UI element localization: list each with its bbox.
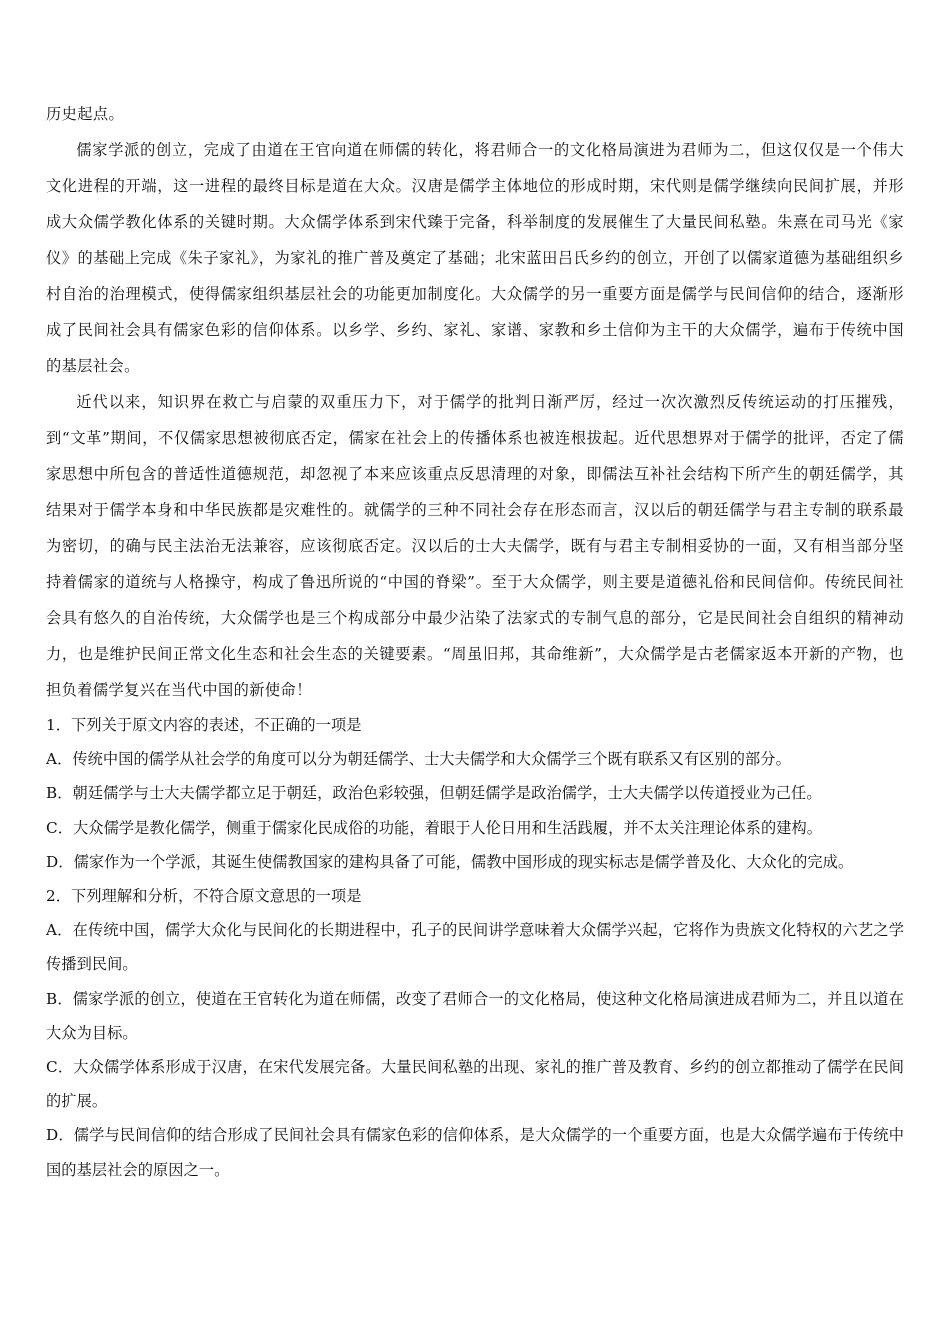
passage-paragraph: 近代以来，知识界在救亡与启蒙的双重压力下，对于儒学的批判日渐严厉，经过一次次激烈反传统运动的打压摧残，到“文革”期间，不仅儒家思想被彻底否定，儒家在社会上的传播体系也被连根拔起。近代思想界对于儒学的批评，否定了儒家思想中所包含的普适性道德规范，却忽视了本来应该重点反思清理的对象，即儒法互补社会结构下所产生的朝廷儒学，其结果对于儒学本身和中华民族都是灾难性的。就儒学的三种不同社会存在形态而言，汉以后的朝廷儒学与君主专制的联系最为密切，的确与民主法治无法兼容，应该彻底否定。汉以后的士大夫儒学，既有与君主专制相妥协的一面，又有相当部分坚持着儒家的道统与人格操守，构成了鲁迅所说的“中国的脊梁”。至于大众儒学，则主要是道德礼俗和民间信仰。传统民间社会具有悠久的自治传统，大众儒学也是三个构成部分中最少沾染了法家式的专制气息的部分，它是民间社会自组织的精神动力，也是维护民间正常文化生态和社会生态的关键要素。“周虽旧邦，其命维新”，大众儒学是古老儒家返本开新的产物，也担负着儒学复兴在当代中国的新使命！ — [46, 393, 904, 699]
question-list — [46, 708, 904, 1187]
reading-passage — [46, 96, 904, 708]
option-b: B．朝廷儒学与士大夫儒学都立足于朝廷，政治色彩较强，但朝廷儒学是政治儒学，士大夫儒学以传道授业为己任。 — [46, 784, 822, 803]
option-a: A．在传统中国，儒学大众化与民间化的长期进程中，孔子的民间讲学意味着大众儒学兴起，它将作为贵族文化特权的六艺之学传播到民间。 — [46, 921, 904, 974]
option-a: A．传统中国的儒学从社会学的角度可以分为朝廷儒学、士大夫儒学和大众儒学三个既有联系又有区别的部分。 — [46, 750, 791, 769]
option-d: D．儒家作为一个学派，其诞生使儒教国家的建构具备了可能，儒教中国形成的现实标志是儒学普及化、大众化的完成。 — [46, 852, 854, 871]
option-c: C．大众儒学体系形成于汉唐，在宋代发展完备。大量民间私塾的出现、家礼的推广普及教育、乡约的创立都推动了儒学在民间的扩展。 — [46, 1058, 904, 1111]
option-d: D．儒学与民间信仰的结合形成了民间社会具有儒家色彩的信仰体系，是大众儒学的一个重要方面，也是大众儒学遍布于传统中国的基层社会的原因之一。 — [46, 1126, 904, 1179]
option-b: B．儒家学派的创立，使道在王官转化为道在师儒，改变了君师合一的文化格局，使这种文化格局演进成君师为二，并且以道在大众为目标。 — [46, 989, 904, 1042]
passage-fragment: 历史起点。 — [46, 105, 125, 123]
question-2 — [46, 879, 904, 1187]
question-stem: 2．下列理解和分析，不符合原文意思的一项是 — [46, 887, 362, 906]
question-stem: 1．下列关于原文内容的表述，不正确的一项是 — [46, 716, 362, 734]
option-c: C．大众儒学是教化儒学，侧重于儒家化民成俗的功能，着眼于人伦日用和生活践履，并不太关注理论体系的建构。 — [46, 818, 823, 837]
question-1 — [46, 708, 904, 879]
passage-paragraph: 儒家学派的创立，完成了由道在王官向道在师儒的转化，将君师合一的文化格局演进为君师为二，但这仅仅是一个伟大文化进程的开端，这一进程的最终目标是道在大众。汉唐是儒学主体地位的形成时期，宋代则是儒学继续向民间扩展，并形成大众儒学教化体系的关键时期。大众儒学体系到宋代臻于完备，科举制度的发展催生了大量民间私塾。朱熹在司马光《家仪》的基础上完成《朱子家礼》，为家礼的推广普及奠定了基础；北宋蓝田吕氏乡约的创立，开创了以儒家道德为基础组织乡村自治的治理模式，使得儒家组织基层社会的功能更加制度化。大众儒学的另一重要方面是儒学与民间信仰的结合，逐渐形成了民间社会具有儒家色彩的信仰体系。以乡学、乡约、家礼、家谱、家教和乡土信仰为主干的大众儒学，遍布于传统中国的基层社会。 — [46, 141, 904, 375]
